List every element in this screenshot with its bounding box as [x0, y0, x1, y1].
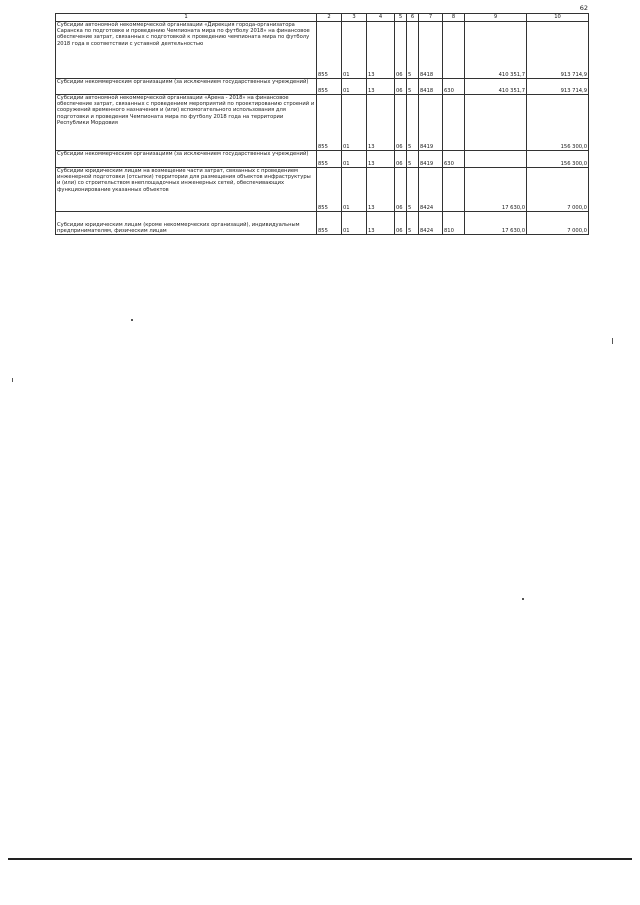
cell-target-article: 8418: [419, 22, 443, 79]
cell-section: 01: [342, 95, 367, 151]
cell-target-article: 8418: [419, 79, 443, 95]
cell-ministry-code: 855: [317, 151, 342, 168]
cell-amount-col9: [465, 151, 527, 168]
cell-ministry-code: 855: [317, 79, 342, 95]
cell-expense-type: [443, 22, 465, 79]
cell-target-article: 8424: [419, 212, 443, 235]
cell-ministry-code: 855: [317, 212, 342, 235]
column-header: 3: [342, 14, 367, 22]
cell-amount-col10: 913 714,9: [527, 22, 589, 79]
column-header: 1: [56, 14, 317, 22]
scan-speck: [522, 598, 524, 600]
table-row: [56, 151, 589, 168]
cell-subprogram: 5: [407, 22, 419, 79]
cell-subsection: 13: [367, 212, 395, 235]
column-header: 5: [395, 14, 407, 22]
column-header: 4: [367, 14, 395, 22]
table-row: [56, 22, 589, 79]
cell-expense-type: [443, 168, 465, 212]
cell-ministry-code: 855: [317, 95, 342, 151]
column-header-row: [56, 14, 589, 22]
scan-speck: [131, 319, 133, 321]
cell-subsection: 13: [367, 22, 395, 79]
column-header: 10: [527, 14, 589, 22]
cell-section: 01: [342, 151, 367, 168]
cell-program: 06: [395, 22, 407, 79]
column-header: 8: [443, 14, 465, 22]
table-row: [56, 79, 589, 95]
column-header: 7: [419, 14, 443, 22]
cell-amount-col10: 156 300,0: [527, 151, 589, 168]
table-row: [56, 95, 589, 151]
cell-amount-col10: 156 300,0: [527, 95, 589, 151]
cell-amount-col9: 410 351,7: [465, 79, 527, 95]
cell-ministry-code: 855: [317, 168, 342, 212]
cell-subsection: 13: [367, 79, 395, 95]
row-description: Субсидии некоммерческим организациям (за исключением государственных учреждений): [56, 79, 317, 95]
row-description: Субсидии юридическим лицам на возмещение части затрат, связанных с проведением инженерной подготовки (отсыпки) территории для размещения объектов инфраструктуры и (или) со строительством внеплощадочных инженерных сетей, обеспечивающих функционирование указанных объектов: [56, 168, 317, 212]
scan-speck: [12, 378, 13, 382]
table-row: [56, 168, 589, 212]
column-header: 6: [407, 14, 419, 22]
cell-subprogram: 5: [407, 95, 419, 151]
cell-subprogram: 5: [407, 212, 419, 235]
page-number: 62: [579, 4, 588, 12]
cell-target-article: 8419: [419, 151, 443, 168]
cell-section: 01: [342, 79, 367, 95]
row-description: Субсидии юридическим лицам (кроме некоммерческих организаций), индивидуальным предпринимателям, физическим лицам: [56, 212, 317, 235]
cell-expense-type: 630: [443, 151, 465, 168]
cell-subsection: 13: [367, 95, 395, 151]
cell-subsection: 13: [367, 168, 395, 212]
cell-subprogram: 5: [407, 151, 419, 168]
cell-target-article: 8424: [419, 168, 443, 212]
cell-section: 01: [342, 212, 367, 235]
cell-amount-col9: 17 630,0: [465, 212, 527, 235]
cell-target-article: 8419: [419, 95, 443, 151]
cell-section: 01: [342, 22, 367, 79]
cell-program: 06: [395, 168, 407, 212]
footer-rule: [8, 858, 632, 860]
cell-expense-type: [443, 95, 465, 151]
cell-section: 01: [342, 168, 367, 212]
budget-table: [55, 13, 589, 235]
cell-subsection: 13: [367, 151, 395, 168]
table-row: [56, 212, 589, 235]
cell-amount-col9: [465, 95, 527, 151]
row-description: Субсидии автономной некоммерческой организации «Арена - 2018» на финансовое обеспечение затрат, связанных с проведением мероприятий по проектированию строений и сооружений временного назначения и (или) вспомогательного использования для подготовки и проведения Чемпионата мира по футболу 2018 года на территории Республики Мордовия: [56, 95, 317, 151]
cell-program: 06: [395, 212, 407, 235]
cell-amount-col9: 410 351,7: [465, 22, 527, 79]
cell-amount-col10: 7 000,0: [527, 168, 589, 212]
cell-program: 06: [395, 79, 407, 95]
cell-subprogram: 5: [407, 79, 419, 95]
cell-ministry-code: 855: [317, 22, 342, 79]
cell-program: 06: [395, 95, 407, 151]
cell-amount-col9: 17 630,0: [465, 168, 527, 212]
row-description: Субсидии некоммерческим организациям (за исключением государственных учреждений): [56, 151, 317, 168]
column-header: 2: [317, 14, 342, 22]
cell-program: 06: [395, 151, 407, 168]
column-header: 9: [465, 14, 527, 22]
cell-subprogram: 5: [407, 168, 419, 212]
cell-amount-col10: 913 714,9: [527, 79, 589, 95]
scan-speck: [612, 338, 613, 344]
cell-amount-col10: 7 000,0: [527, 212, 589, 235]
row-description: Субсидии автономной некоммерческой организации «Дирекция города-организатора Саранска по подготовке и проведению Чемпионата мира по футболу 2018» на финансовое обеспечение затрат, связанных с подготовкой к проведению чемпионата мира по футболу 2018 года в соответствии с уставной деятельностью: [56, 22, 317, 79]
cell-expense-type: 630: [443, 79, 465, 95]
cell-expense-type: 810: [443, 212, 465, 235]
